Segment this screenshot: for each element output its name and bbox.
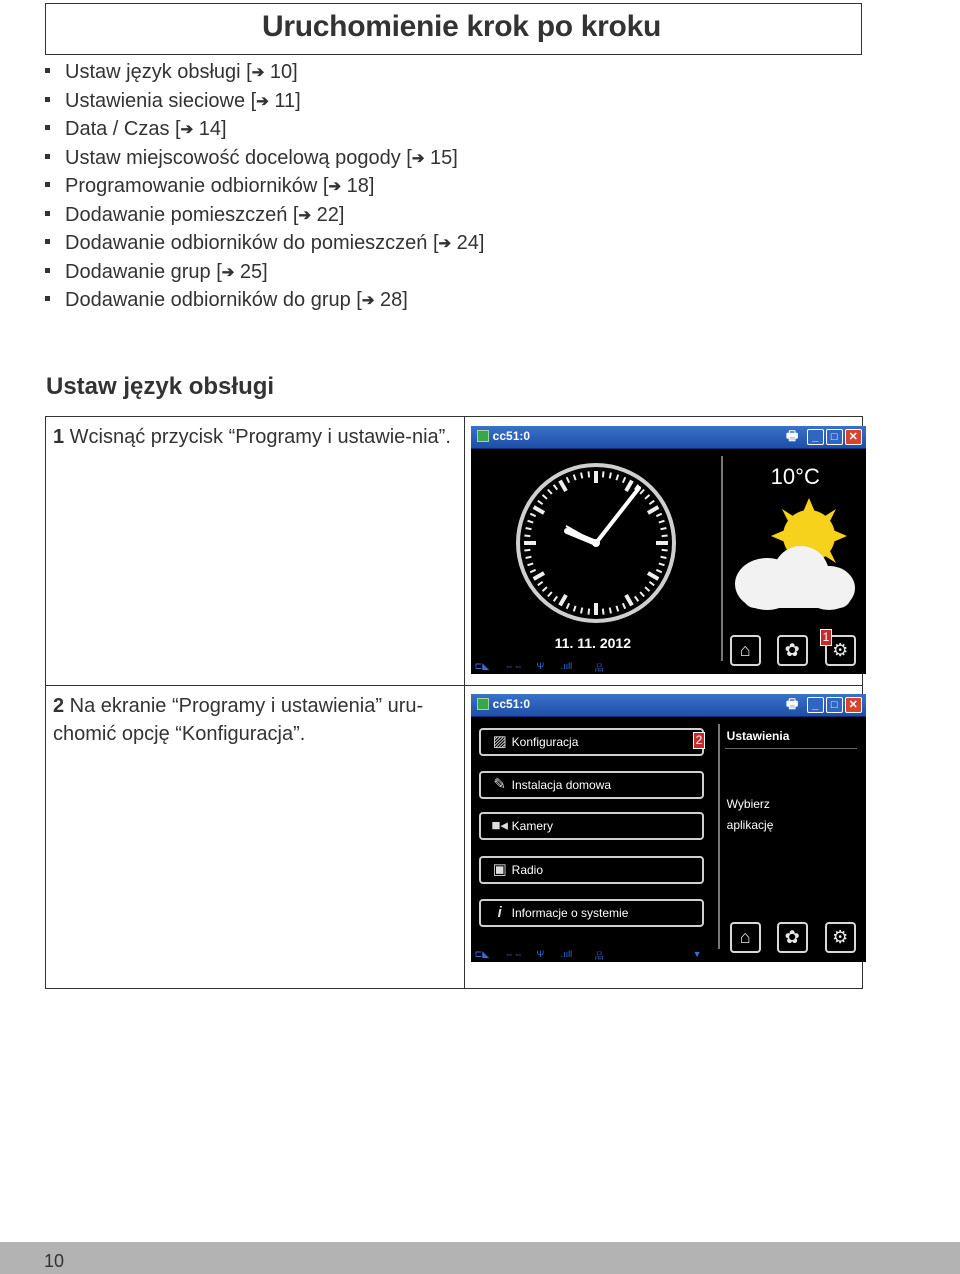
maximize-button[interactable]: □ [826,697,843,713]
step-text: Ustawienia sieciowe [ [65,89,257,112]
window-title: cc51:0 [492,697,531,711]
arrow-icon: ➔ [256,92,269,110]
clock-icon [511,458,681,628]
step-page-ref: 25] [234,260,268,283]
status-icon: ⊏◣ [474,661,490,671]
divider [721,456,723,661]
network-icon: ⇔⇔ [504,661,523,671]
bullet-icon [45,154,50,159]
step-page-ref: 11] [268,89,301,112]
close-button[interactable]: ✕ [845,429,862,445]
screenshot-cell [464,686,862,989]
home-button[interactable]: ⌂ [730,635,761,666]
device-screen-home [471,426,866,674]
sun-cloud-icon [729,496,864,616]
app-icon [477,698,489,710]
settings-button[interactable]: ⚙ [825,922,856,953]
bullet-icon [45,239,50,244]
print-icon[interactable]: 🖶 [786,696,799,711]
step-number: 2 [53,695,65,717]
clock-tick [609,608,610,614]
clock-tick [524,535,530,536]
clock-tick [661,550,667,551]
list-item [45,201,484,230]
lan-icon: 品 [594,663,604,673]
menu-item-informacje-o-systemie[interactable] [479,899,704,927]
pane-title: Ustawienia [726,729,790,743]
clock-tick [603,609,604,615]
steps-list [45,58,484,315]
temperature-label: 10°C [770,464,820,489]
step-text: Ustaw język obsługi [ [65,61,252,83]
step-text: Dodawanie odbiorników do grup [ [65,289,362,311]
clock-tick [603,471,604,477]
lan-icon: 品 [594,951,604,961]
list-item [45,58,484,87]
clock-tick [581,608,582,614]
status-icon: ⊏◣ [474,949,490,959]
divider [725,748,857,749]
clock-tick [588,609,589,615]
page-footer [0,1242,960,1274]
menu-item-label: Radio [511,863,544,877]
table-row [46,417,863,686]
settings-button[interactable]: ⚙ [825,635,856,666]
list-item [45,115,484,144]
step-page-ref: 18] [341,175,375,197]
page-number: 10 [44,1251,65,1271]
configuration-icon: ▨ [492,733,507,750]
step-page-ref: 28] [374,289,408,311]
clock-tick [609,473,610,479]
clock-tick [581,473,582,479]
clock-tick [524,550,530,551]
menu-item-instalacja-domowa[interactable] [479,771,704,799]
menu-item-label: Kamery [511,819,554,833]
arrow-icon: ➔ [411,149,425,167]
instruction-cell [46,417,465,686]
step-number: 1 [53,426,65,448]
clock-tick [661,535,667,536]
clock-tick [588,471,589,477]
scroll-down-icon[interactable]: ▼ [692,949,702,959]
section-title: Ustaw język obsługi [46,373,275,400]
status-bar [471,660,866,674]
antenna-icon: Ψ [536,661,545,671]
home-button[interactable]: ⌂ [730,922,761,953]
page-title: Uruchomienie krok po kroku [262,10,661,43]
callout-badge: 1 [820,629,833,646]
wrench-icon: ✎ [493,776,506,793]
step-page-ref: 14] [193,118,227,140]
list-item [45,258,484,287]
step-text: Programowanie odbiorników [ [65,175,329,197]
menu-item-label: Instalacja domowa [511,778,612,792]
title-box [45,3,862,55]
arrow-icon: ➔ [438,235,452,252]
bullet-icon [45,211,50,216]
bullet-icon [45,97,50,102]
arrow-icon: ➔ [298,206,312,224]
bullet-icon [45,68,50,73]
clock-tick [660,557,666,558]
screenshot-cell [464,417,862,686]
arrow-icon: ➔ [328,178,342,195]
list-item [45,172,484,201]
clock-tick [525,557,531,558]
menu-item-label: Informacje o systemie [511,906,629,920]
window-title: cc51:0 [492,429,531,443]
signal-icon: .ııll [560,949,573,959]
step-text: Ustaw miejscowość docelową pogody [ [65,146,412,169]
minimize-button[interactable]: _ [807,697,824,713]
info-icon: i [497,904,502,921]
list-item [45,286,484,315]
menu-item-label: Konfiguracja [511,735,579,749]
table-row [46,686,863,989]
maximize-button[interactable]: □ [826,429,843,445]
status-bar [471,948,866,962]
step-page-ref: 10] [264,61,298,83]
step-text: Dodawanie grup [ [65,260,222,283]
bullet-icon [45,182,50,187]
clock-tick [525,528,531,529]
network-icon: ⇔⇔ [504,949,523,959]
app-icon [477,430,489,442]
programs-button[interactable]: ✿ [777,922,808,953]
list-item [45,144,484,173]
pane-hint-line2: aplikację [726,818,774,832]
print-icon[interactable]: 🖶 [786,428,799,443]
step-page-ref: 24] [451,232,485,254]
arrow-icon: ➔ [251,64,265,81]
instruction-table [45,416,863,989]
divider [718,724,720,949]
bullet-icon [45,296,50,301]
step-page-ref: 22] [311,203,345,226]
programs-button[interactable]: ✿ [777,635,808,666]
step-text: Dodawanie pomieszczeń [ [65,203,299,226]
arrow-icon: ➔ [180,121,194,138]
step-text: Data / Czas [ [65,118,181,140]
list-item [45,229,484,258]
callout-badge: 2 [693,732,706,749]
bullet-icon [45,125,50,130]
radio-icon: ▣ [492,861,507,878]
pane-hint-line1: Wybierz [726,797,770,811]
clock-tick [660,528,666,529]
instruction-text: Wcisnąć przycisk “Programy i ustawie-nia”. [64,426,451,448]
antenna-icon: Ψ [536,949,545,959]
menu-item-konfiguracja[interactable] [479,728,704,756]
instruction-cell [46,686,465,989]
step-text: Dodawanie odbiorników do pomieszczeń [ [65,232,439,254]
close-button[interactable]: ✕ [845,697,862,713]
arrow-icon: ➔ [221,263,235,281]
window-titlebar [471,426,866,449]
instruction-text: Na ekranie “Programy i ustawienia” uru-chomić opcję “Konfiguracja”. [53,695,424,745]
bullet-icon [45,268,50,273]
step-page-ref: 15] [424,146,458,169]
menu-item-kamery[interactable] [479,812,704,840]
signal-icon: .ııll [560,661,573,671]
minimize-button[interactable]: _ [807,429,824,445]
list-item [45,87,484,116]
device-screen-settings [471,694,866,962]
camera-icon: ■◂ [491,817,508,834]
arrow-icon: ➔ [361,292,375,309]
window-titlebar [471,694,866,717]
date-label: 11. 11. 2012 [554,635,631,651]
menu-item-radio[interactable] [479,856,704,884]
